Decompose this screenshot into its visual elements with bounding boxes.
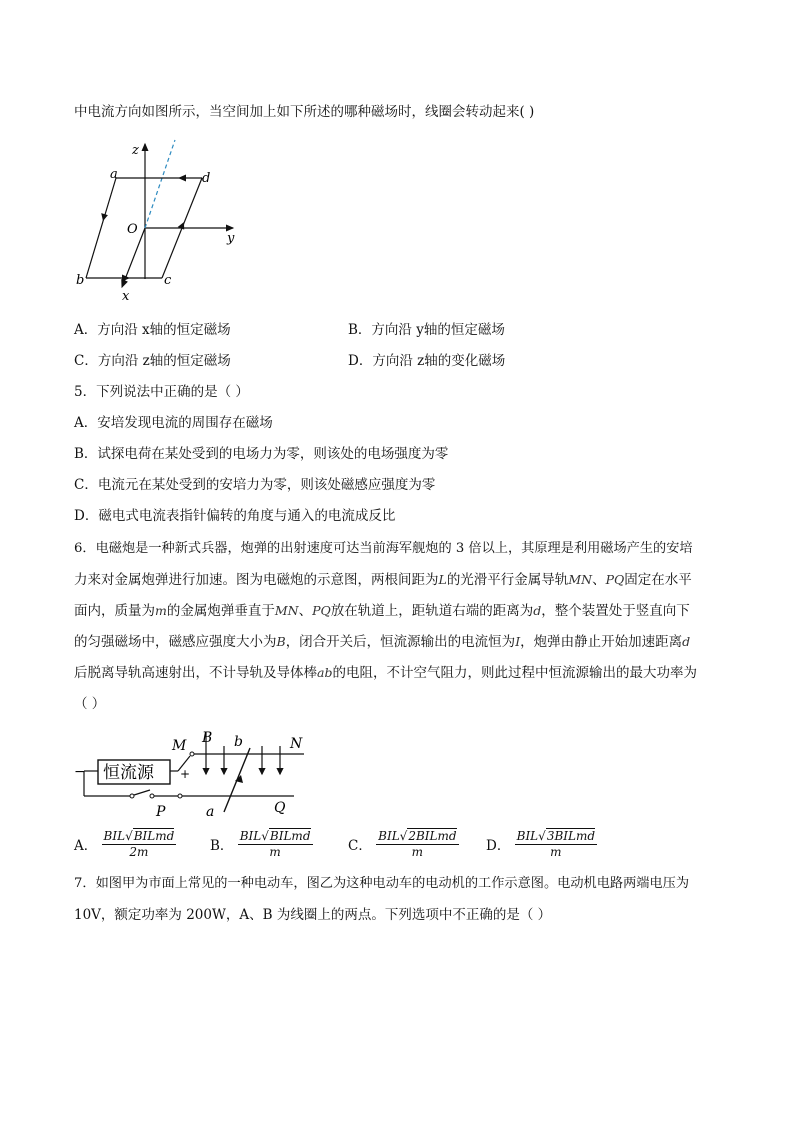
q6-option-d: D． $\frac{\text{BIL√3BILmd}}{m}$: [486, 829, 596, 859]
q5-option-c: C．电流元在某处受到的安培力为零，则该处磁感应强度为零: [74, 477, 436, 493]
q6-line-2: 力来对金属炮弹进行加速。图为电磁炮的示意图，两根间距为L的光滑平行金属导轨MN、PQ固定在水平: [74, 572, 692, 588]
q4-option-c: C．方向沿 z轴的恒定磁场: [74, 353, 231, 369]
label-c: c: [164, 273, 172, 288]
q4-option-d: D．方向沿 z轴的变化磁场: [348, 353, 506, 369]
q5-stem: 5．下列说法中正确的是（ ）: [74, 384, 249, 400]
label-o: O: [127, 222, 138, 237]
q6-line-6: （ ）: [74, 696, 106, 712]
q6-line-4: 的匀强磁场中，磁感应强度大小为B，闭合开关后，恒流源输出的电流恒为I，炮弹由静止开始加速距离d: [74, 634, 691, 650]
q4-option-a: A．方向沿 x轴的恒定磁场: [74, 322, 231, 338]
q4-stem-tail: 中电流方向如图所示，当空间加上如下所述的哪种磁场时，线圈会转动起来( ): [74, 104, 535, 120]
label-a-end: a: [206, 804, 215, 820]
label-b: b: [76, 273, 85, 288]
label-m: M: [172, 738, 187, 754]
q6-option-a: A． $\frac{\text{BIL√BILmd}}{2m}$: [74, 829, 175, 859]
q6-option-b: B． $\frac{\text{BIL√BILmd}}{m}$: [210, 829, 311, 859]
current-arrow-da: [178, 175, 186, 182]
dashed-axis-line: [145, 140, 175, 228]
label-y: y: [227, 231, 235, 246]
q5-option-a: A．安培发现电流的周围存在磁场: [74, 415, 273, 431]
q7-line-2: 10V，额定功率为 200W，A、B 为线圈上的两点。下列选项中不正确的是（ ）: [74, 907, 552, 923]
q5-option-d: D．磁电式电流表指针偏转的角度与通入的电流成反比: [74, 508, 396, 524]
q4-option-b: B．方向沿 y轴的恒定磁场: [348, 322, 505, 338]
label-b-field: B: [202, 730, 213, 746]
q6-line-5: 后脱离导轨高速射出，不计导轨及导体棒ab的电阻，不计空气阻力，则此过程中恒流源输出的最大功率为: [74, 665, 697, 681]
label-z: z: [132, 143, 139, 158]
q4-coil-figure: [70, 134, 250, 304]
q5-option-b: B．试探电荷在某处受到的电场力为零，则该处的电场强度为零: [74, 446, 449, 462]
minus-terminal: −: [74, 764, 86, 780]
label-d: d: [202, 171, 211, 186]
q6-line-1: 6．电磁炮是一种新式兵器，炮弹的出射速度可达当前海军舰炮的 3 倍以上，其原理是利用磁场产生的安培: [74, 541, 693, 556]
q6-railgun-figure: [72, 726, 332, 826]
label-x: x: [122, 289, 130, 304]
label-a: a: [110, 167, 118, 182]
label-p: P: [156, 804, 166, 820]
label-b-end: b: [234, 734, 243, 750]
label-n: N: [290, 736, 303, 752]
q6-option-c: C． $\frac{\text{BIL√2BILmd}}{m}$: [348, 829, 457, 859]
switch-blade: [134, 790, 150, 795]
q7-line-1: 7．如图甲为市面上常见的一种电动车，图乙为这种电动车的电动机的工作示意图。电动机电路两端电压为: [74, 876, 690, 891]
q6-line-3: 面内，质量为m的金属炮弹垂直于MN、PQ放在轨道上，距轨道右端的距离为d，整个装置处于竖直向下: [74, 603, 690, 619]
label-q: Q: [274, 800, 286, 816]
plus-terminal: +: [180, 767, 191, 781]
source-label: 恒流源: [103, 763, 154, 783]
